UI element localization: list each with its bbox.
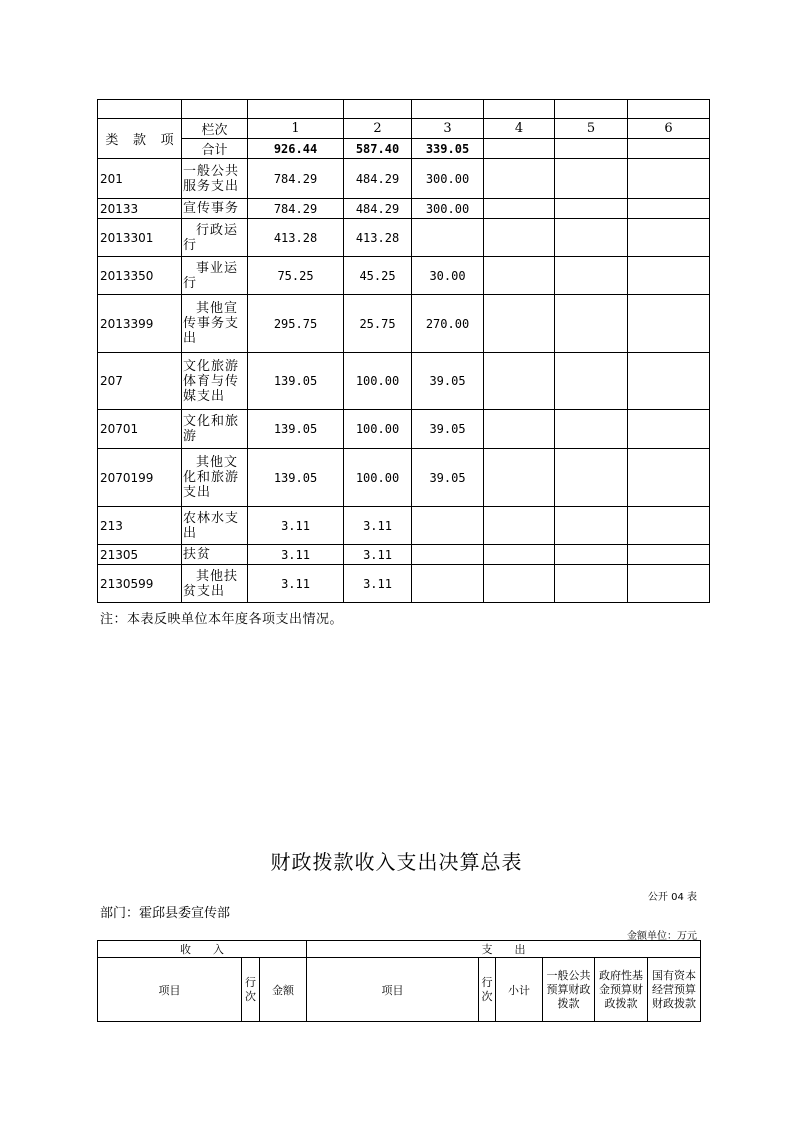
table-row	[98, 295, 710, 353]
department-label: 部门：霍邱县委宣传部	[100, 906, 231, 921]
row-value-3: 270.00	[412, 295, 484, 353]
total-value-2: 587.40	[344, 139, 412, 159]
income-item-header: 项目	[98, 958, 242, 1022]
row-value-2: 25.75	[344, 295, 412, 353]
row-code: 2013350	[98, 257, 182, 295]
row-name: 其他文化和旅游支出	[182, 449, 248, 507]
lanci-label: 栏次	[182, 119, 248, 139]
table-row	[98, 199, 710, 219]
row-value-1: 139.05	[248, 449, 344, 507]
table-row	[98, 410, 710, 449]
row-value-2: 3.11	[344, 545, 412, 565]
row-value-2: 484.29	[344, 199, 412, 219]
lei-label: 类	[105, 133, 119, 148]
row-code: 2013301	[98, 219, 182, 257]
row-value-2: 100.00	[344, 449, 412, 507]
row-name: 扶贫	[182, 545, 248, 565]
blank-header-row	[98, 100, 710, 119]
table-row	[98, 565, 710, 603]
row-name: 农林水支出	[182, 507, 248, 545]
row-value-1: 784.29	[248, 199, 344, 219]
row-value-3: 30.00	[412, 257, 484, 295]
row-value-3: 300.00	[412, 159, 484, 199]
row-code: 201	[98, 159, 182, 199]
row-name: 其他宣传事务支出	[182, 295, 248, 353]
expenditure-table	[97, 99, 710, 603]
row-code: 2070199	[98, 449, 182, 507]
expense-item-header: 项目	[307, 958, 479, 1022]
table-row	[98, 219, 710, 257]
lei-kuan-xiang-header	[98, 119, 182, 159]
row-value-2: 3.11	[344, 507, 412, 545]
row-name: 文化旅游体育与传媒支出	[182, 353, 248, 410]
row-value-1: 75.25	[248, 257, 344, 295]
row-value-2: 100.00	[344, 410, 412, 449]
total-label: 合计	[182, 139, 248, 159]
row-value-1: 139.05	[248, 353, 344, 410]
row-value-3: 300.00	[412, 199, 484, 219]
income-header: 收 入	[98, 941, 307, 958]
section-header-row	[98, 941, 701, 958]
row-code: 213	[98, 507, 182, 545]
row-value-2: 484.29	[344, 159, 412, 199]
row-code: 2130599	[98, 565, 182, 603]
row-value-1: 295.75	[248, 295, 344, 353]
col-number-1: 1	[248, 119, 344, 139]
column-header-row	[98, 958, 701, 1022]
column-number-row	[98, 119, 710, 139]
col-number-2: 2	[344, 119, 412, 139]
row-value-3: 39.05	[412, 353, 484, 410]
row-value-2: 3.11	[344, 565, 412, 603]
general-budget-header: 一般公共预算财政拨款	[543, 958, 595, 1022]
row-value-3: 39.05	[412, 449, 484, 507]
row-value-2: 100.00	[344, 353, 412, 410]
row-value-1: 413.28	[248, 219, 344, 257]
row-name: 一般公共服务支出	[182, 159, 248, 199]
income-amount-header: 金额	[260, 958, 307, 1022]
col-number-6: 6	[628, 119, 710, 139]
fund-budget-header: 政府性基金预算财政拨款	[595, 958, 648, 1022]
total-value-3: 339.05	[412, 139, 484, 159]
row-value-3	[412, 545, 484, 565]
col-number-3: 3	[412, 119, 484, 139]
row-name: 文化和旅游	[182, 410, 248, 449]
table-row	[98, 545, 710, 565]
expense-rownum-header: 行次	[479, 958, 496, 1022]
table-code: 公开 04 表	[647, 892, 697, 903]
row-value-2: 413.28	[344, 219, 412, 257]
row-code: 20133	[98, 199, 182, 219]
row-name: 宣传事务	[182, 199, 248, 219]
row-name: 其他扶贫支出	[182, 565, 248, 603]
col-number-5: 5	[555, 119, 628, 139]
table-row	[98, 353, 710, 410]
subtotal-header: 小计	[496, 958, 543, 1022]
table-row	[98, 159, 710, 199]
col-number-4: 4	[484, 119, 555, 139]
total-value-1: 926.44	[248, 139, 344, 159]
state-capital-header: 国有资本经营预算财政拨款	[648, 958, 701, 1022]
xiang-label: 项	[160, 133, 174, 148]
row-code: 2013399	[98, 295, 182, 353]
total-row	[98, 139, 710, 159]
income-rownum-header: 行次	[242, 958, 260, 1022]
row-name: 行政运行	[182, 219, 248, 257]
table-row	[98, 257, 710, 295]
table-note: 注：本表反映单位本年度各项支出情况。	[100, 612, 344, 627]
row-value-3	[412, 219, 484, 257]
amount-unit: 金额单位：万元	[627, 931, 697, 942]
row-value-3	[412, 507, 484, 545]
expense-header: 支 出	[307, 941, 701, 958]
kuan-label: 款	[133, 133, 147, 148]
fiscal-summary-table	[97, 940, 701, 1022]
row-value-3	[412, 565, 484, 603]
row-code: 21305	[98, 545, 182, 565]
row-value-1: 3.11	[248, 545, 344, 565]
row-code: 20701	[98, 410, 182, 449]
table-row	[98, 507, 710, 545]
row-value-1: 3.11	[248, 507, 344, 545]
row-value-1: 3.11	[248, 565, 344, 603]
row-value-1: 784.29	[248, 159, 344, 199]
table-row	[98, 449, 710, 507]
row-value-1: 139.05	[248, 410, 344, 449]
row-value-2: 45.25	[344, 257, 412, 295]
page-title: 财政拨款收入支出决算总表	[270, 850, 523, 874]
row-code: 207	[98, 353, 182, 410]
row-name: 事业运行	[182, 257, 248, 295]
row-value-3: 39.05	[412, 410, 484, 449]
